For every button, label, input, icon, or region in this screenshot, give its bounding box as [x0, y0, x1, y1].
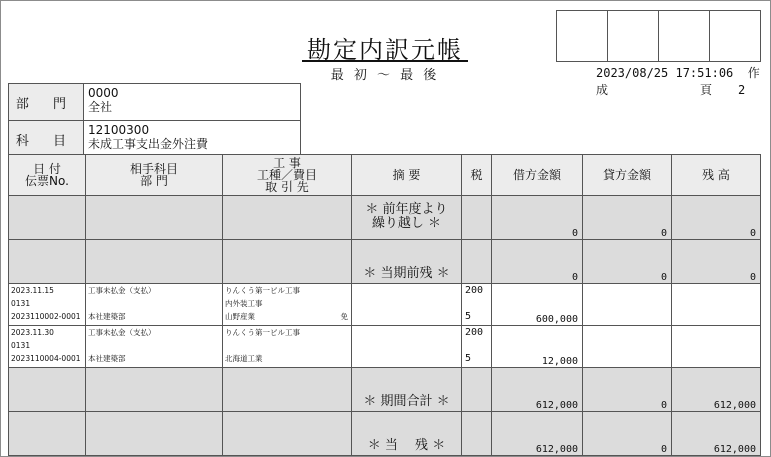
- entry-date: 2023.11.30: [11, 328, 54, 337]
- page-number: [700, 81, 745, 98]
- col-credit: 貸方金額: [583, 155, 672, 196]
- col-partner-account: [86, 155, 223, 196]
- entry-dept: 本社建築部: [88, 312, 126, 321]
- prev-period-memo: ＊ 当期前残 ＊: [352, 240, 462, 284]
- created-label: 作成: [596, 66, 760, 97]
- prev-year-debit: 0: [492, 196, 583, 240]
- col-project: [223, 155, 352, 196]
- entry-project: りんくう第一ビル工事: [225, 328, 300, 337]
- title-underline: [302, 60, 468, 62]
- entry-balance: [672, 284, 761, 326]
- prev-period-row: [9, 240, 761, 284]
- entry-dept-code: 0131: [11, 299, 31, 308]
- entry-tax-exempt-mark: 免: [340, 312, 348, 321]
- entry-credit: [583, 326, 672, 368]
- prev-period-debit: 0: [492, 240, 583, 284]
- entry-partner-cell: [86, 284, 223, 326]
- current-balance-row: [9, 412, 761, 456]
- account-name: 未成工事支出金外注費: [88, 137, 209, 151]
- col-memo: 摘 要: [352, 155, 462, 196]
- period-total-row: [9, 368, 761, 412]
- account-code: 12100300: [88, 123, 150, 137]
- account-label: 科 目: [9, 121, 84, 158]
- col-balance: 残 高: [672, 155, 761, 196]
- entry-debit: 600,000: [492, 284, 583, 326]
- entry-partner-cell: [86, 326, 223, 368]
- entry-tax-rate: 5: [465, 311, 472, 322]
- report-title: 勘定内訳元帳: [307, 36, 463, 64]
- entry-slip-no: 2023110004-0001: [11, 354, 81, 363]
- entry-partner: 山野産業: [225, 312, 255, 321]
- entry-partner: 北海道工業: [225, 354, 263, 363]
- current-balance-balance: 612,000: [672, 412, 761, 456]
- prev-year-memo-line2: 繰り越し ＊: [371, 215, 442, 231]
- entry-memo: [352, 284, 462, 326]
- period-total-balance: 612,000: [672, 368, 761, 412]
- col-project-line3: 取 引 先: [265, 180, 309, 194]
- entry-memo: [352, 326, 462, 368]
- col-tax: 税: [462, 155, 492, 196]
- dept-row: [9, 84, 301, 121]
- col-partner-line2: 部 門: [140, 174, 168, 188]
- prev-period-credit: 0: [583, 240, 672, 284]
- stamp-box: [709, 10, 761, 62]
- table-row: [9, 326, 761, 368]
- entry-date: 2023.11.15: [11, 286, 54, 295]
- entry-tax-code: 200: [465, 327, 484, 338]
- current-balance-memo: ＊ 当 残 ＊: [352, 412, 462, 456]
- col-date-line1: 日 付: [33, 162, 61, 176]
- page-value: 2: [738, 83, 746, 97]
- approval-stamp-boxes: [557, 10, 761, 62]
- period-total-debit: 612,000: [492, 368, 583, 412]
- dept-code: 0000: [88, 86, 119, 100]
- ledger-table: [8, 154, 761, 456]
- current-balance-credit: 0: [583, 412, 672, 456]
- account-value: [84, 121, 301, 158]
- entry-project-cell: [223, 284, 352, 326]
- entry-project-cell: [223, 326, 352, 368]
- entry-dept-code: 0131: [11, 341, 31, 350]
- prev-year-balance: 0: [672, 196, 761, 240]
- col-date-line2: 伝票No.: [25, 174, 69, 188]
- entry-account: 工事未払金（支払）: [88, 328, 156, 337]
- dept-label: 部 門: [9, 84, 84, 121]
- prev-year-credit: 0: [583, 196, 672, 240]
- period-total-memo: ＊ 期間合計 ＊: [352, 368, 462, 412]
- account-row: [9, 121, 301, 158]
- timestamp-value: 2023/08/25 17:51:06: [596, 66, 734, 80]
- entry-tax-cell: [462, 326, 492, 368]
- period-total-credit: 0: [583, 368, 672, 412]
- page-label: 頁: [700, 83, 713, 97]
- table-row: [9, 284, 761, 326]
- entry-date-cell: [9, 284, 86, 326]
- entry-date-cell: [9, 326, 86, 368]
- entry-debit: 12,000: [492, 326, 583, 368]
- col-partner-line1: 相手科目: [129, 162, 178, 176]
- entry-project: りんくう第一ビル工事: [225, 286, 300, 295]
- current-balance-debit: 612,000: [492, 412, 583, 456]
- col-debit: 借方金額: [492, 155, 583, 196]
- entry-slip-no: 2023110002-0001: [11, 312, 81, 321]
- header-info-table: [8, 83, 301, 158]
- entry-credit: [583, 284, 672, 326]
- dept-name: 全社: [88, 100, 113, 114]
- entry-balance: [672, 326, 761, 368]
- col-date: [9, 155, 86, 196]
- report-range: 最 初 ～ 最 後: [330, 68, 440, 83]
- entry-tax-code: 200: [465, 285, 484, 296]
- dept-value: [84, 84, 301, 121]
- stamp-box: [556, 10, 608, 62]
- col-project-line2: 工種／費目: [256, 168, 317, 182]
- entry-tax-cell: [462, 284, 492, 326]
- prev-year-memo-line1: ＊ 前年度より: [365, 201, 448, 217]
- prev-period-balance: 0: [672, 240, 761, 284]
- prev-year-row: [9, 196, 761, 240]
- stamp-box: [658, 10, 710, 62]
- prev-year-memo: [352, 196, 462, 240]
- entry-account: 工事未払金（支払）: [88, 286, 156, 295]
- stamp-box: [607, 10, 659, 62]
- col-project-line1: 工 事: [273, 156, 301, 170]
- column-header-row: [9, 155, 761, 196]
- entry-dept: 本社建築部: [88, 354, 126, 363]
- entry-tax-rate: 5: [465, 353, 472, 364]
- entry-work-type: 内外装工事: [225, 299, 263, 308]
